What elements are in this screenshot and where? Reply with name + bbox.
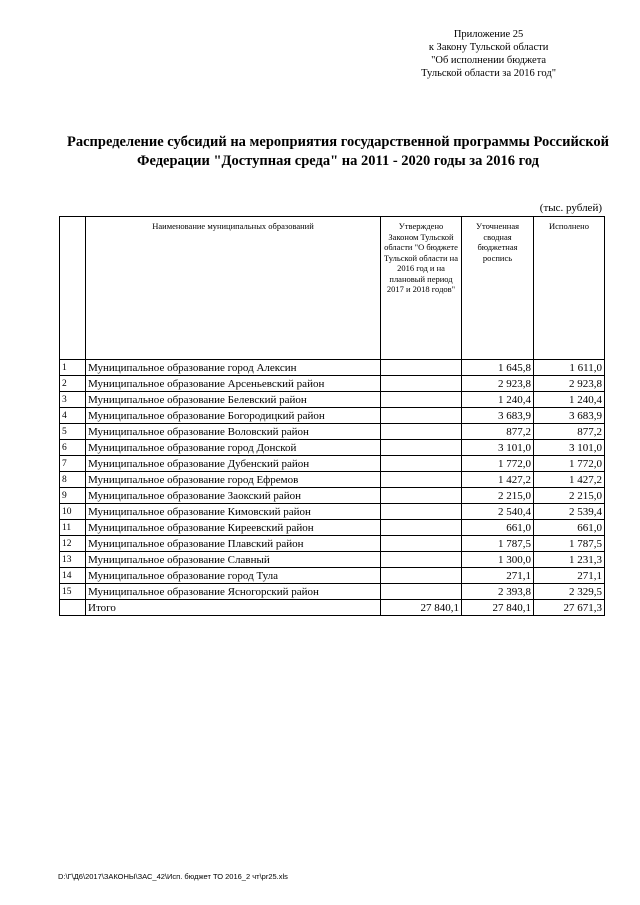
table-row bbox=[60, 584, 605, 600]
table-row bbox=[60, 392, 605, 408]
total-cell-approved: 27 840,1 bbox=[381, 600, 462, 616]
cell-approved bbox=[381, 584, 462, 600]
cell-municipality: Муниципальное образование Ясногорский район bbox=[86, 584, 381, 600]
cell-number: 4 bbox=[60, 408, 86, 424]
cell-number: 7 bbox=[60, 456, 86, 472]
cell-approved bbox=[381, 376, 462, 392]
cell-approved bbox=[381, 568, 462, 584]
cell-executed: 2 923,8 bbox=[534, 376, 605, 392]
header-number bbox=[60, 217, 86, 360]
cell-approved bbox=[381, 424, 462, 440]
appendix-header bbox=[421, 28, 556, 80]
cell-executed: 1 611,0 bbox=[534, 360, 605, 376]
cell-executed: 661,0 bbox=[534, 520, 605, 536]
cell-approved bbox=[381, 504, 462, 520]
cell-approved bbox=[381, 472, 462, 488]
cell-approved bbox=[381, 392, 462, 408]
table-row bbox=[60, 504, 605, 520]
cell-refined: 2 393,8 bbox=[462, 584, 534, 600]
cell-number: 10 bbox=[60, 504, 86, 520]
cell-municipality: Муниципальное образование Белевский район bbox=[86, 392, 381, 408]
cell-municipality: Муниципальное образование Киреевский район bbox=[86, 520, 381, 536]
cell-municipality: Муниципальное образование Богородицкий район bbox=[86, 408, 381, 424]
cell-number: 5 bbox=[60, 424, 86, 440]
cell-municipality: Муниципальное образование город Тула bbox=[86, 568, 381, 584]
cell-executed: 1 231,3 bbox=[534, 552, 605, 568]
cell-approved bbox=[381, 536, 462, 552]
table-row bbox=[60, 472, 605, 488]
header-name: Наименование муниципальных образований bbox=[86, 217, 381, 360]
cell-number: 2 bbox=[60, 376, 86, 392]
appendix-line-2: к Закону Тульской области bbox=[428, 42, 549, 53]
title-line-1: Распределение субсидий на мероприятия государственной программы Российской bbox=[66, 134, 609, 150]
file-path-footer: D:\Г\Д6\2017\ЗАКОНЫ\ЗАС_42\Исп. бюджет ТО 2016_2 чт\pr25.xls bbox=[58, 872, 288, 881]
cell-number: 12 bbox=[60, 536, 86, 552]
cell-executed: 877,2 bbox=[534, 424, 605, 440]
table-row bbox=[60, 456, 605, 472]
cell-number: 9 bbox=[60, 488, 86, 504]
table-row bbox=[60, 440, 605, 456]
cell-refined: 2 540,4 bbox=[462, 504, 534, 520]
subsidies-table bbox=[59, 216, 605, 616]
table-row bbox=[60, 520, 605, 536]
cell-refined: 1 427,2 bbox=[462, 472, 534, 488]
table-row bbox=[60, 408, 605, 424]
cell-refined: 2 923,8 bbox=[462, 376, 534, 392]
cell-approved bbox=[381, 488, 462, 504]
cell-municipality: Муниципальное образование город Ефремов bbox=[86, 472, 381, 488]
table-row bbox=[60, 568, 605, 584]
cell-number: 14 bbox=[60, 568, 86, 584]
cell-refined: 271,1 bbox=[462, 568, 534, 584]
header-refined: Уточненная сводная бюджетная роспись bbox=[462, 217, 534, 360]
cell-executed: 1 772,0 bbox=[534, 456, 605, 472]
cell-executed: 1 427,2 bbox=[534, 472, 605, 488]
cell-number: 3 bbox=[60, 392, 86, 408]
table-row bbox=[60, 424, 605, 440]
cell-municipality: Муниципальное образование Воловский район bbox=[86, 424, 381, 440]
cell-number: 8 bbox=[60, 472, 86, 488]
table-row bbox=[60, 376, 605, 392]
appendix-line-4: Тульской области за 2016 год" bbox=[421, 68, 556, 79]
cell-refined: 3 683,9 bbox=[462, 408, 534, 424]
cell-executed: 3 683,9 bbox=[534, 408, 605, 424]
header-approved: Утверждено Законом Тульской области "О бюджете Тульской области на 2016 год и на плановый период 2017 и 2018 годов" bbox=[381, 217, 462, 360]
cell-refined: 3 101,0 bbox=[462, 440, 534, 456]
units-label: (тыс. рублей) bbox=[539, 202, 602, 214]
cell-executed: 1 240,4 bbox=[534, 392, 605, 408]
cell-municipality: Муниципальное образование Кимовский район bbox=[86, 504, 381, 520]
cell-executed: 2 539,4 bbox=[534, 504, 605, 520]
header-executed: Исполнено bbox=[534, 217, 605, 360]
cell-municipality: Муниципальное образование Славный bbox=[86, 552, 381, 568]
cell-refined: 877,2 bbox=[462, 424, 534, 440]
total-cell-refined: 27 840,1 bbox=[462, 600, 534, 616]
cell-municipality: Муниципальное образование город Алексин bbox=[86, 360, 381, 376]
table-body bbox=[60, 360, 605, 616]
cell-executed: 271,1 bbox=[534, 568, 605, 584]
table-row bbox=[60, 360, 605, 376]
cell-refined: 661,0 bbox=[462, 520, 534, 536]
appendix-line-1: Приложение 25 bbox=[453, 29, 524, 40]
cell-number: 15 bbox=[60, 584, 86, 600]
title-line-2: Федерации "Доступная среда" на 2011 - 2020 годы за 2016 год bbox=[137, 153, 539, 169]
cell-executed: 1 787,5 bbox=[534, 536, 605, 552]
cell-approved bbox=[381, 408, 462, 424]
cell-municipality: Муниципальное образование город Донской bbox=[86, 440, 381, 456]
cell-approved bbox=[381, 360, 462, 376]
document-title bbox=[40, 133, 636, 171]
table-total-row bbox=[60, 600, 605, 616]
cell-number: 11 bbox=[60, 520, 86, 536]
table-header-row bbox=[60, 217, 605, 360]
cell-municipality: Муниципальное образование Арсеньевский район bbox=[86, 376, 381, 392]
cell-approved bbox=[381, 440, 462, 456]
cell-refined: 1 787,5 bbox=[462, 536, 534, 552]
table-row bbox=[60, 488, 605, 504]
cell-municipality: Муниципальное образование Заокский район bbox=[86, 488, 381, 504]
cell-approved bbox=[381, 456, 462, 472]
cell-refined: 1 240,4 bbox=[462, 392, 534, 408]
cell-approved bbox=[381, 520, 462, 536]
cell-executed: 2 215,0 bbox=[534, 488, 605, 504]
total-cell-municipality: Итого bbox=[86, 600, 381, 616]
cell-number: 1 bbox=[60, 360, 86, 376]
cell-number: 6 bbox=[60, 440, 86, 456]
appendix-line-3: "Об исполнении бюджета bbox=[431, 55, 547, 66]
cell-refined: 1 772,0 bbox=[462, 456, 534, 472]
cell-municipality: Муниципальное образование Дубенский район bbox=[86, 456, 381, 472]
table-row bbox=[60, 552, 605, 568]
cell-approved bbox=[381, 552, 462, 568]
cell-refined: 2 215,0 bbox=[462, 488, 534, 504]
cell-municipality: Муниципальное образование Плавский район bbox=[86, 536, 381, 552]
total-cell-executed: 27 671,3 bbox=[534, 600, 605, 616]
total-cell-number bbox=[60, 600, 86, 616]
cell-executed: 2 329,5 bbox=[534, 584, 605, 600]
cell-executed: 3 101,0 bbox=[534, 440, 605, 456]
cell-refined: 1 645,8 bbox=[462, 360, 534, 376]
table-row bbox=[60, 536, 605, 552]
cell-number: 13 bbox=[60, 552, 86, 568]
cell-refined: 1 300,0 bbox=[462, 552, 534, 568]
